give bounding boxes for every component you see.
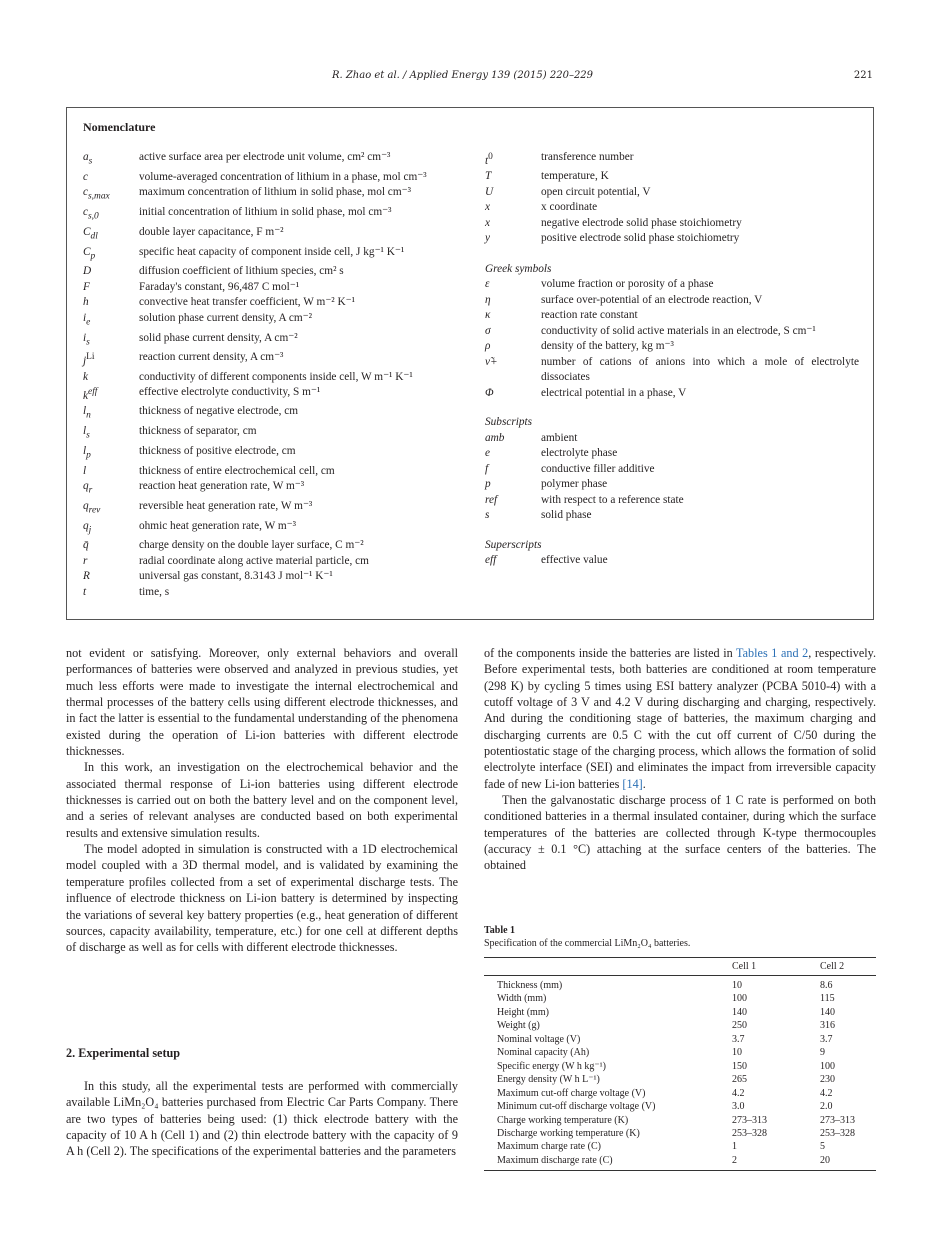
nomenclature-definition: universal gas constant, 8.3143 J mol⁻¹ K⁻¹ bbox=[139, 570, 333, 583]
nomenclature-entry bbox=[83, 554, 457, 570]
table-cell: 2 bbox=[732, 1154, 737, 1166]
nomenclature-entry bbox=[485, 324, 859, 340]
nomenclature-definition: positive electrode solid phase stoichiometry bbox=[541, 232, 740, 245]
table-cell: Nominal voltage (V) bbox=[497, 1033, 581, 1045]
table-caption-text: Specification of the commercial LiMn₂O₄ batteries. bbox=[484, 938, 691, 949]
paragraph: In this work, an investigation on the electrochemical behavior and the associated thermal response of Li-ion batteries using different electrode thicknesses is carried out on both the battery level and on the component level, and a series of relevant analyses are conducted based on both experimental results and extensive simulation results. bbox=[66, 760, 458, 840]
nomenclature-symbol: $k^{eff}$ bbox=[83, 387, 98, 402]
nomenclature-entry bbox=[83, 569, 457, 585]
nomenclature-definition: density of the battery, kg m⁻³ bbox=[541, 340, 674, 353]
nomenclature-symbol: l bbox=[83, 464, 87, 477]
nomenclature-definition: open circuit potential, V bbox=[541, 185, 651, 198]
nomenclature-symbol: κ bbox=[485, 309, 491, 322]
nomenclature-entry bbox=[83, 280, 457, 296]
nomenclature-title: Nomenclature bbox=[83, 120, 156, 134]
nomenclature-symbol: $j^{Li}$ bbox=[83, 352, 95, 368]
table-cell: Discharge working temperature (K) bbox=[497, 1127, 640, 1139]
nomenclature-symbol: η bbox=[485, 293, 491, 306]
nomenclature-definition: reaction rate constant bbox=[541, 309, 638, 322]
table-cell: Height (mm) bbox=[497, 1006, 549, 1018]
nomenclature-definition: thickness of negative electrode, cm bbox=[139, 405, 299, 418]
table-cell: 140 bbox=[820, 1006, 835, 1018]
nomenclature-entry bbox=[83, 499, 457, 519]
nomenclature-definition: charge density on the double layer surface, C m⁻² bbox=[139, 539, 364, 552]
nomenclature-symbol: $a_s$ bbox=[83, 151, 93, 167]
table-cell: Nominal capacity (Ah) bbox=[497, 1047, 590, 1059]
running-head: R. Zhao et al. / Applied Energy 139 (2015) 220–229 bbox=[331, 70, 594, 81]
nomenclature-definition: solid phase bbox=[541, 509, 592, 522]
nomenclature-entry bbox=[485, 216, 859, 232]
table-cell: 3.7 bbox=[820, 1033, 833, 1045]
nomenclature-definition: polymer phase bbox=[541, 478, 608, 491]
nomenclature-entry bbox=[485, 231, 859, 247]
citation-link[interactable]: [14] bbox=[622, 776, 643, 791]
nomenclature-definition: maximum concentration of lithium in solid phase, mol cm⁻³ bbox=[139, 186, 411, 199]
table-row bbox=[484, 1100, 876, 1113]
subscripts-heading: Subscripts bbox=[485, 416, 533, 429]
table-row bbox=[484, 1127, 876, 1140]
table-row bbox=[484, 1087, 876, 1100]
table-row bbox=[484, 1019, 876, 1032]
paragraph: The model adopted in simulation is constructed with a 1D electrochemical model coupled with a 3D thermal model, and is validated by examining the temperature profiles collected from a set of experimental discharge tests. The influence of electrode thickness on Li-ion battery is determined by inspecting the variations of several key battery properties (e.g., heat generation of different sources, capacity availability, temperature, etc.) for one cell at different depths of discharge as well as for cells with different electrode thicknesses. bbox=[66, 842, 458, 955]
nomenclature-definition: electrolyte phase bbox=[541, 447, 618, 460]
column-header: Cell 2 bbox=[820, 961, 845, 972]
table-cell: 4.2 bbox=[820, 1087, 833, 1099]
nomenclature-box bbox=[66, 107, 874, 620]
nomenclature-definition: number of cations of anions into which a mole of electrolyte dissociates bbox=[541, 355, 859, 384]
nomenclature-entry bbox=[485, 277, 859, 293]
table-cell: 100 bbox=[820, 1060, 835, 1072]
nomenclature-definition: effective electrolyte conductivity, S m⁻¹ bbox=[139, 386, 321, 399]
nomenclature-entry bbox=[83, 424, 457, 444]
paragraph bbox=[484, 645, 876, 792]
nomenclature-entry bbox=[485, 462, 859, 478]
table-label: Table 1 bbox=[484, 925, 516, 936]
nomenclature-entry bbox=[83, 585, 457, 601]
nomenclature-symbol: $C_{dl}$ bbox=[83, 225, 98, 241]
nomenclature-entry bbox=[83, 170, 457, 186]
nomenclature-entry bbox=[83, 311, 457, 331]
paragraph: not evident or satisfying. Moreover, only external behaviors and overall performances of batteries were observed and analyzed in previous studies, yet much less efforts were made to investigate the internal electrochemical and thermal processes of the battery cells using different electrode thicknesses, and in fact the latter is essential to the fundamental understanding of the phenomena existed during the operation of Li-ion batteries with different electrode thicknesses. bbox=[66, 646, 458, 759]
nomenclature-definition: transference number bbox=[541, 151, 634, 163]
nomenclature-symbol: Φ bbox=[485, 386, 494, 399]
section-heading: 2. Experimental setup bbox=[66, 1046, 181, 1060]
table-cell: 115 bbox=[820, 993, 835, 1005]
table-1 bbox=[484, 924, 876, 1171]
nomenclature-definition: Faraday's constant, 96,487 C mol⁻¹ bbox=[139, 280, 300, 293]
table-row bbox=[484, 1114, 876, 1127]
nomenclature-entry bbox=[83, 205, 457, 225]
nomenclature-entry bbox=[485, 308, 859, 324]
table-cell: Maximum discharge rate (C) bbox=[497, 1154, 613, 1166]
nomenclature-definition: volume-averaged concentration of lithium in a phase, mol cm⁻³ bbox=[139, 170, 427, 183]
table-cell: Minimum cut-off discharge voltage (V) bbox=[497, 1101, 656, 1113]
nomenclature-definition: radial coordinate along active material particle, cm bbox=[139, 554, 369, 567]
table-cell: 5 bbox=[820, 1141, 825, 1153]
nomenclature-definition: conductivity of different components inside cell, W m⁻¹ K⁻¹ bbox=[139, 370, 413, 383]
spec-table bbox=[484, 957, 876, 1171]
nomenclature-definition: ambient bbox=[541, 431, 578, 444]
nomenclature-entry bbox=[83, 350, 457, 369]
nomenclature-symbol: p bbox=[485, 478, 491, 491]
table-reference-link[interactable]: Tables 1 and 2 bbox=[736, 646, 809, 660]
nomenclature-symbol: q̄ bbox=[83, 539, 89, 552]
nomenclature-entry bbox=[485, 150, 859, 169]
nomenclature-entry bbox=[485, 508, 859, 524]
nomenclature-symbol: $l_s$ bbox=[83, 425, 90, 441]
table-cell: 100 bbox=[732, 993, 747, 1005]
table-cell: 3.0 bbox=[732, 1101, 745, 1113]
nomenclature-symbol: amb bbox=[485, 431, 505, 444]
nomenclature-symbol: $c_{s,max}$ bbox=[83, 186, 110, 202]
left-column-text-2 bbox=[66, 1078, 458, 1160]
table-cell: 273–313 bbox=[820, 1114, 855, 1126]
table-row bbox=[484, 1046, 876, 1059]
table-cell: Thickness (mm) bbox=[497, 980, 563, 991]
nomenclature-symbol: h bbox=[83, 296, 89, 309]
right-column-text bbox=[484, 645, 876, 874]
paragraph: Then the galvanostatic discharge process of 1 C rate is performed on both conditioned batteries in a thermal insulated container, during which the surface temperatures of the batteries are collected through K-type thermocouples (accuracy ± 0.1 °C) attaching at the surface centers of the batteries. The obtained bbox=[484, 793, 876, 873]
nomenclature-definition: convective heat transfer coefficient, W m⁻² K⁻¹ bbox=[139, 296, 355, 309]
nomenclature-symbol: e bbox=[485, 447, 491, 460]
nomenclature-definition: electrical potential in a phase, V bbox=[541, 386, 687, 399]
column-header bbox=[484, 958, 732, 976]
nomenclature-symbol: $q_r$ bbox=[83, 480, 93, 496]
nomenclature-symbol: ε bbox=[485, 278, 490, 291]
nomenclature-definition: specific heat capacity of component inside cell, J kg⁻¹ K⁻¹ bbox=[139, 245, 405, 258]
nomenclature-symbol: x bbox=[485, 216, 491, 229]
nomenclature-definition: diffusion coefficient of lithium species, cm² s bbox=[139, 265, 344, 278]
nomenclature-symbol: U bbox=[485, 185, 494, 198]
text-span: . bbox=[642, 776, 646, 791]
nomenclature-symbol: $i_s$ bbox=[83, 331, 90, 347]
nomenclature-entry bbox=[485, 355, 859, 386]
table-row bbox=[484, 1140, 876, 1153]
nomenclature-definition: thickness of separator, cm bbox=[139, 425, 257, 438]
nomenclature-entry bbox=[83, 479, 457, 499]
nomenclature-definition: conductive filler additive bbox=[541, 462, 655, 475]
nomenclature-entry bbox=[83, 404, 457, 424]
nomenclature-symbol: y bbox=[485, 232, 491, 245]
nomenclature-symbol: $t^0$ bbox=[485, 152, 493, 167]
nomenclature-definition: ohmic heat generation rate, W m⁻³ bbox=[139, 519, 296, 532]
table-cell: 265 bbox=[732, 1074, 747, 1086]
nomenclature-symbol: $l_p$ bbox=[83, 444, 91, 461]
table-cell: 9 bbox=[820, 1047, 825, 1059]
nomenclature-left-column bbox=[83, 150, 457, 600]
table-cell: Energy density (W h L⁻¹) bbox=[497, 1074, 600, 1086]
nomenclature-entry bbox=[83, 519, 457, 539]
paragraph: In this study, all the experimental tests are performed with commercially available LiMn₂O₄ batteries purchased from Electric Car Parts Company. There are two types of batteries being used: (1) thick electrode battery with the capacity of 10 A h (Cell 1) and (2) thin electrode battery with the capacity of 9 A h (Cell 2). The specifications of the experimental batteries and the parameters bbox=[66, 1079, 458, 1159]
nomenclature-symbol: r bbox=[83, 554, 88, 567]
nomenclature-definition: temperature, K bbox=[541, 170, 609, 183]
nomenclature-definition: negative electrode solid phase stoichiometry bbox=[541, 216, 742, 229]
nomenclature-entry bbox=[83, 264, 457, 280]
nomenclature-definition: solid phase current density, A cm⁻² bbox=[139, 331, 298, 344]
nomenclature-definition: double layer capacitance, F m⁻² bbox=[139, 225, 284, 238]
nomenclature-symbol: σ bbox=[485, 324, 491, 337]
table-cell: Specific energy (W h kg⁻¹) bbox=[497, 1060, 606, 1072]
nomenclature-entry bbox=[83, 225, 457, 245]
nomenclature-entry bbox=[485, 200, 859, 216]
nomenclature-symbol: $l_n$ bbox=[83, 405, 91, 421]
table-cell: 1 bbox=[732, 1141, 737, 1153]
nomenclature-definition: initial concentration of lithium in solid phase, mol cm⁻³ bbox=[139, 206, 392, 218]
nomenclature-definition: surface over-potential of an electrode reaction, V bbox=[541, 293, 763, 306]
table-cell: 273–313 bbox=[732, 1114, 767, 1126]
nomenclature-symbol: eff bbox=[485, 554, 497, 567]
nomenclature-definition: time, s bbox=[139, 585, 170, 598]
table-cell: 8.6 bbox=[820, 980, 833, 991]
table-cell: 10 bbox=[732, 980, 742, 991]
nomenclature-entry bbox=[485, 553, 859, 569]
table-row bbox=[484, 976, 876, 993]
left-column-text bbox=[66, 645, 458, 956]
nomenclature-entry bbox=[83, 538, 457, 554]
nomenclature-symbol: ρ bbox=[485, 340, 491, 353]
table-row bbox=[484, 1033, 876, 1046]
table-row bbox=[484, 1006, 876, 1019]
nomenclature-definition: with respect to a reference state bbox=[541, 493, 684, 506]
nomenclature-entry bbox=[83, 464, 457, 480]
nomenclature-entry bbox=[83, 385, 457, 404]
nomenclature-symbol: s bbox=[485, 509, 490, 522]
nomenclature-symbol: T bbox=[485, 170, 492, 183]
nomenclature-symbol: $C_p$ bbox=[83, 245, 96, 261]
table-cell: Maximum cut-off charge voltage (V) bbox=[497, 1087, 646, 1099]
table-row bbox=[484, 1073, 876, 1086]
nomenclature-symbol: k bbox=[83, 370, 89, 383]
nomenclature-definition: volume fraction or porosity of a phase bbox=[541, 278, 714, 291]
nomenclature-entry bbox=[83, 370, 457, 386]
greek-symbols-heading: Greek symbols bbox=[485, 262, 552, 275]
nomenclature-entry bbox=[485, 293, 859, 309]
table-cell: 250 bbox=[732, 1020, 747, 1032]
table-cell: Maximum charge rate (C) bbox=[497, 1141, 601, 1153]
nomenclature-symbol: D bbox=[83, 265, 92, 278]
nomenclature-entry bbox=[485, 446, 859, 462]
table-cell: 2.0 bbox=[820, 1101, 833, 1113]
table-cell: 4.2 bbox=[732, 1087, 745, 1099]
nomenclature-entry bbox=[485, 339, 859, 355]
nomenclature-entry bbox=[83, 444, 457, 464]
nomenclature-definition: effective value bbox=[541, 554, 608, 567]
nomenclature-definition: active surface area per electrode unit volume, cm² cm⁻³ bbox=[139, 151, 391, 163]
nomenclature-definition: reaction current density, A cm⁻³ bbox=[139, 351, 284, 364]
nomenclature-symbol: R bbox=[83, 570, 90, 583]
table-caption bbox=[484, 924, 876, 950]
nomenclature-definition: reversible heat generation rate, W m⁻³ bbox=[139, 499, 313, 512]
table-cell: Weight (g) bbox=[497, 1020, 540, 1032]
table-row bbox=[484, 992, 876, 1005]
nomenclature-right-column bbox=[485, 150, 859, 569]
nomenclature-entry bbox=[83, 295, 457, 311]
nomenclature-symbol: c bbox=[83, 170, 89, 183]
table-cell: Width (mm) bbox=[497, 993, 547, 1005]
nomenclature-entry bbox=[83, 331, 457, 351]
nomenclature-entry bbox=[485, 386, 859, 402]
nomenclature-symbol: t bbox=[83, 585, 87, 598]
nomenclature-entry bbox=[485, 493, 859, 509]
nomenclature-entry bbox=[83, 150, 457, 170]
nomenclature-symbol: $q_{rev}$ bbox=[83, 499, 101, 516]
text-span: , respectively. Before experimental tests, both batteries are conditioned at room temperature (298 K) by cycling 5 times using ESI battery analyzer (PCBA 5010-4) with a cutoff voltage of 3 V and 4.2 V during discharging and charging, respectively. And during the conditioning stage of batteries, the maximum charging and discharging currents are 0.5 C with the cut off current of C/50 during the potentiostatic stage of the charging process, which allows the formation of solid electrolyte interface (SEI) and eliminates the impact from irreversible capacity fade of new Li-ion batteries bbox=[484, 646, 877, 791]
table-cell: 230 bbox=[820, 1074, 835, 1086]
nomenclature-definition: x coordinate bbox=[541, 201, 598, 214]
nomenclature-symbol: f bbox=[485, 462, 489, 475]
table-cell: 150 bbox=[732, 1060, 747, 1072]
table-cell: 140 bbox=[732, 1006, 747, 1018]
nomenclature-symbol: ref bbox=[485, 493, 498, 506]
table-header-row bbox=[484, 958, 876, 976]
table-cell: 253–328 bbox=[732, 1127, 767, 1139]
nomenclature-entry bbox=[485, 477, 859, 493]
table-cell: 253–328 bbox=[820, 1127, 855, 1139]
nomenclature-definition: conductivity of solid active materials in an electrode, S cm⁻¹ bbox=[541, 324, 816, 337]
nomenclature-definition: thickness of positive electrode, cm bbox=[139, 444, 296, 457]
nomenclature-symbol: F bbox=[83, 280, 90, 293]
superscripts-heading: Superscripts bbox=[485, 538, 542, 551]
page-number: 221 bbox=[853, 70, 873, 81]
table-cell: 20 bbox=[820, 1154, 830, 1166]
nomenclature-definition: thickness of entire electrochemical cell, cm bbox=[139, 464, 335, 477]
nomenclature-symbol: ν̃+ bbox=[485, 355, 498, 368]
nomenclature-definition: solution phase current density, A cm⁻² bbox=[139, 311, 313, 324]
nomenclature-symbol: x bbox=[485, 201, 491, 214]
table-row bbox=[484, 1060, 876, 1073]
column-header: Cell 1 bbox=[732, 961, 757, 972]
text-span: of the components inside the batteries are listed in bbox=[484, 646, 737, 660]
nomenclature-entry bbox=[83, 185, 457, 205]
table-cell: Charge working temperature (K) bbox=[497, 1114, 629, 1126]
nomenclature-entry bbox=[485, 169, 859, 185]
nomenclature-symbol: $i_e$ bbox=[83, 311, 91, 327]
nomenclature-symbol: $c_{s,0}$ bbox=[83, 206, 99, 222]
nomenclature-entry bbox=[485, 431, 859, 447]
table-cell: 10 bbox=[732, 1047, 742, 1059]
nomenclature-symbol: $q_j$ bbox=[83, 519, 92, 535]
nomenclature-entry bbox=[83, 245, 457, 265]
table-row bbox=[484, 1154, 876, 1171]
table-cell: 316 bbox=[820, 1020, 835, 1032]
nomenclature-entry bbox=[485, 185, 859, 201]
table-cell: 3.7 bbox=[732, 1033, 745, 1045]
nomenclature-definition: reaction heat generation rate, W m⁻³ bbox=[139, 480, 305, 493]
